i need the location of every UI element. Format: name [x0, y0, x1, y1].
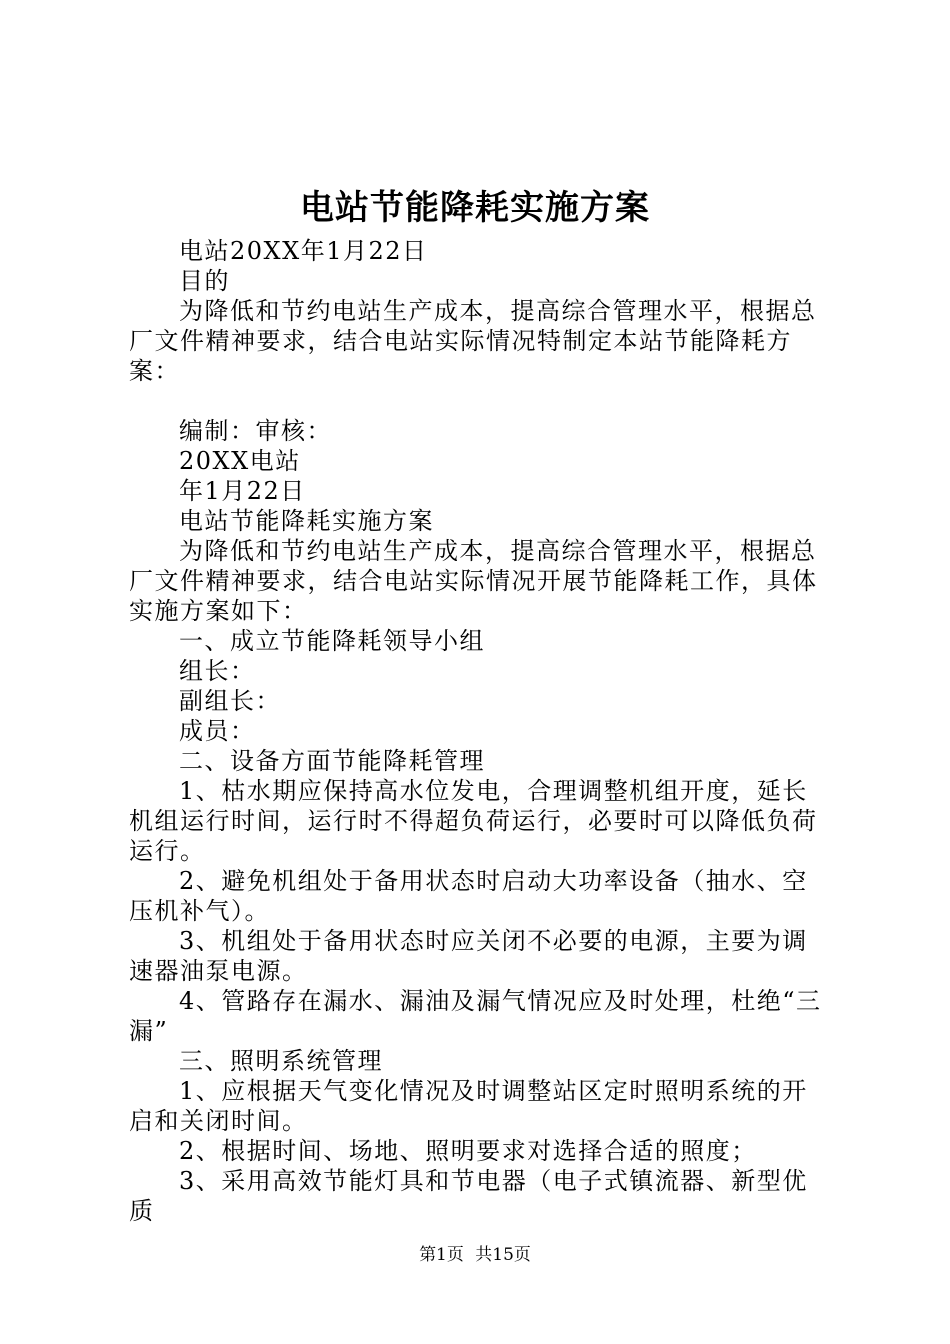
section-heading-3: 三、照明系统管理: [179, 1047, 383, 1075]
equipment-item-1: 1、枯水期应保持高水位发电，合理调整机组开度，延长机组运行时间，运行时不得超负荷运行，必要时可以降低负荷运行。: [129, 777, 818, 865]
equipment-item-2: 2、避免机组处于备用状态时启动大功率设备（抽水、空压机补气）。: [129, 867, 808, 925]
document-title: 电站节能降耗实施方案: [300, 188, 650, 228]
date-line-2: 年1月22日: [179, 477, 306, 505]
deputy-leader-line: 副组长：: [179, 687, 281, 715]
lighting-item-3: 3、采用高效节能灯具和节电器（电子式镇流器、新型优质: [129, 1167, 808, 1225]
subtitle: 电站节能降耗实施方案: [179, 507, 434, 535]
intro-paragraph: 为降低和节约电站生产成本，提高综合管理水平，根据总厂文件精神要求，结合电站实际情况开展节能降耗工作，具体实施方案如下：: [129, 537, 818, 625]
page-number: 第1页: [419, 1245, 464, 1265]
station-line: 20XX电站: [179, 447, 301, 475]
leader-line: 组长：: [179, 657, 256, 685]
page-total: 共15页: [475, 1245, 531, 1265]
equipment-item-3: 3、机组处于备用状态时应关闭不必要的电源，主要为调速器油泵电源。: [129, 927, 808, 985]
lighting-item-2: 2、根据时间、场地、照明要求对选择合适的照度；: [179, 1137, 757, 1165]
page-footer: [0, 1244, 950, 1266]
equipment-item-4: 4、管路存在漏水、漏油及漏气情况应及时处理，杜绝“三漏”: [129, 987, 822, 1045]
blank-line: [129, 386, 833, 416]
date-line: 电站20XX年1月22日: [179, 237, 428, 265]
members-line: 成员：: [179, 717, 256, 745]
lighting-item-1: 1、应根据天气变化情况及时调整站区定时照明系统的开启和关闭时间。: [129, 1077, 808, 1135]
editor-reviewer-line: 编制：审核：: [179, 417, 332, 445]
document-body: [129, 236, 833, 1226]
purpose-heading: 目的: [179, 267, 230, 295]
section-heading-2: 二、设备方面节能降耗管理: [179, 747, 485, 775]
section-heading-1: 一、成立节能降耗领导小组: [179, 627, 485, 655]
purpose-paragraph: 为降低和节约电站生产成本，提高综合管理水平，根据总厂文件精神要求，结合电站实际情况特制定本站节能降耗方案：: [129, 297, 817, 385]
